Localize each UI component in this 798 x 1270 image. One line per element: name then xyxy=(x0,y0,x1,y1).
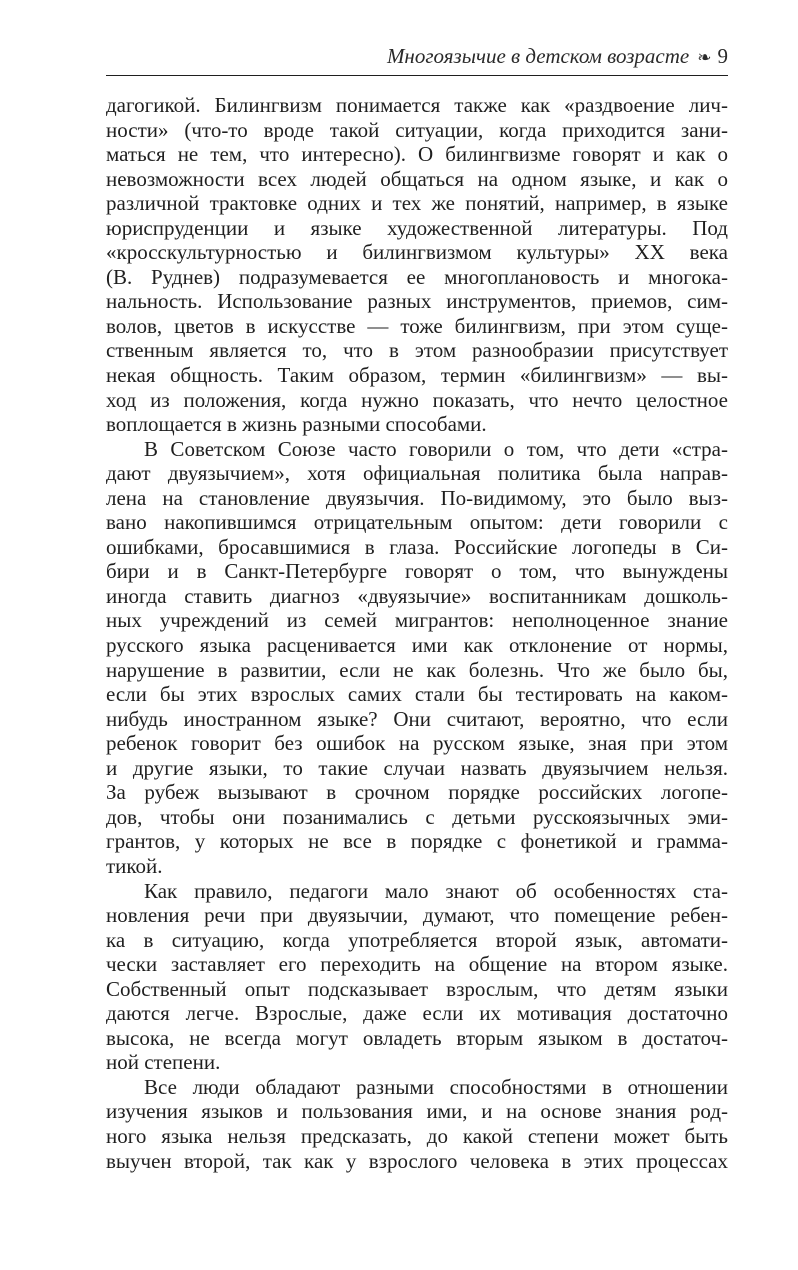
paragraph xyxy=(106,1075,728,1173)
text-line: различной трактовке одних и тех же понятий, например, в языке xyxy=(106,191,728,216)
text-line: «кросскультурностью и билингвизмом культуры» XX века xyxy=(106,240,728,265)
text-line: ход из положения, когда нужно показать, что нечто целостное xyxy=(106,387,728,412)
text-line: маться не тем, что интересно). О билингвизме говорят и как о xyxy=(106,142,728,167)
text-line: грантов, у которых не все в порядке с фонетикой и грамма- xyxy=(106,829,728,854)
running-head xyxy=(106,44,728,74)
body-text xyxy=(106,93,728,1173)
text-line: ности» (что-то вроде такой ситуации, когда приходится зани- xyxy=(106,117,728,142)
paragraph xyxy=(106,93,728,437)
running-title: Многоязычие в детском возрасте xyxy=(386,44,690,68)
text-line: За рубеж вызывают в срочном порядке российских логопе- xyxy=(106,780,728,805)
text-line: тикой. xyxy=(106,853,163,878)
text-line: русского языка расценивается ими как отклонение от нормы, xyxy=(106,633,728,658)
text-line: вано накопившимся отрицательным опытом: дети говорили с xyxy=(106,510,728,535)
text-line: ной степени. xyxy=(106,1050,221,1075)
text-line: Все люди обладают разными способностями в отношении xyxy=(144,1074,728,1099)
text-line: дагогикой. Билингвизм понимается также как «раздвоение лич- xyxy=(106,93,728,117)
text-line: ошибками, бросавшимися в глаза. Российские логопеды в Си- xyxy=(106,534,728,559)
text-line: ка в ситуацию, когда употребляется второй язык, автомати- xyxy=(106,927,728,952)
text-line: если бы этих взрослых самих стали бы тестировать на каком- xyxy=(106,682,728,707)
text-line: ребенок говорит без ошибок на русском языке, зная при этом xyxy=(106,731,728,756)
text-line: ного языка нельзя предсказать, до какой степени может быть xyxy=(106,1123,728,1148)
text-line: В Советском Союзе часто говорили о том, что дети «стра- xyxy=(144,436,728,461)
text-line: ственным является то, что в этом разнообразии присутствует xyxy=(106,338,728,363)
text-line: новления речи при двуязычии, думают, что помещение ребен- xyxy=(106,903,728,928)
text-line: дают двуязычием», хотя официальная политика была направ- xyxy=(106,461,728,486)
text-line: чески заставляет его переходить на общение на втором языке. xyxy=(106,952,728,977)
text-line: Собственный опыт подсказывает взрослым, что детям языки xyxy=(106,976,728,1001)
text-line: изучения языков и пользования ими, и на основе знания род- xyxy=(106,1099,728,1124)
text-line: выучен второй, так как у взрослого человека в этих процессах xyxy=(106,1148,728,1173)
text-line: Как правило, педагоги мало знают об особенностях ста- xyxy=(144,878,728,903)
header-rule xyxy=(106,75,728,76)
text-line: дов, чтобы они позанимались с детьми русскоязычных эми- xyxy=(106,804,728,829)
text-line: ных учреждений из семей мигрантов: неполноценное знание xyxy=(106,608,728,633)
paragraph xyxy=(106,437,728,879)
text-line: нибудь иностранном языке? Они считают, вероятно, что если xyxy=(106,706,728,731)
text-line: волов, цветов в искусстве — тоже билингвизм, при этом суще- xyxy=(106,313,728,338)
paragraph xyxy=(106,879,728,1075)
text-line: воплощается в жизнь разными способами. xyxy=(106,412,487,437)
text-line: нарушение в развитии, если не как болезнь. Что же было бы, xyxy=(106,657,728,682)
text-line: бири и в Санкт-Петербурге говорят о том, что вынуждены xyxy=(106,559,728,584)
text-line: даются легче. Взрослые, даже если их мотивация достаточно xyxy=(106,1001,728,1026)
text-line: иногда ставить диагноз «двуязычие» воспитанникам дошколь- xyxy=(106,583,728,608)
text-line: (В. Руднев) подразумевается ее многоплановость и многока- xyxy=(106,264,728,289)
fleuron-ornament-icon: ❧ xyxy=(697,48,712,67)
text-line: высока, не всегда могут овладеть вторым языком в достаточ- xyxy=(106,1025,728,1050)
text-line: некая общность. Таким образом, термин «билингвизм» — вы- xyxy=(106,363,728,388)
text-line: юриспруденции и языке художественной литературы. Под xyxy=(106,215,728,240)
text-line: нальность. Использование разных инструментов, приемов, сим- xyxy=(106,289,728,314)
text-line: невозможности всех людей общаться на одном языке, и как о xyxy=(106,166,728,191)
page-number: 9 xyxy=(717,44,728,68)
text-line: лена на становление двуязычия. По-видимому, это было выз- xyxy=(106,485,728,510)
text-line: и другие языки, то такие случаи назвать двуязычием нельзя. xyxy=(106,755,728,780)
